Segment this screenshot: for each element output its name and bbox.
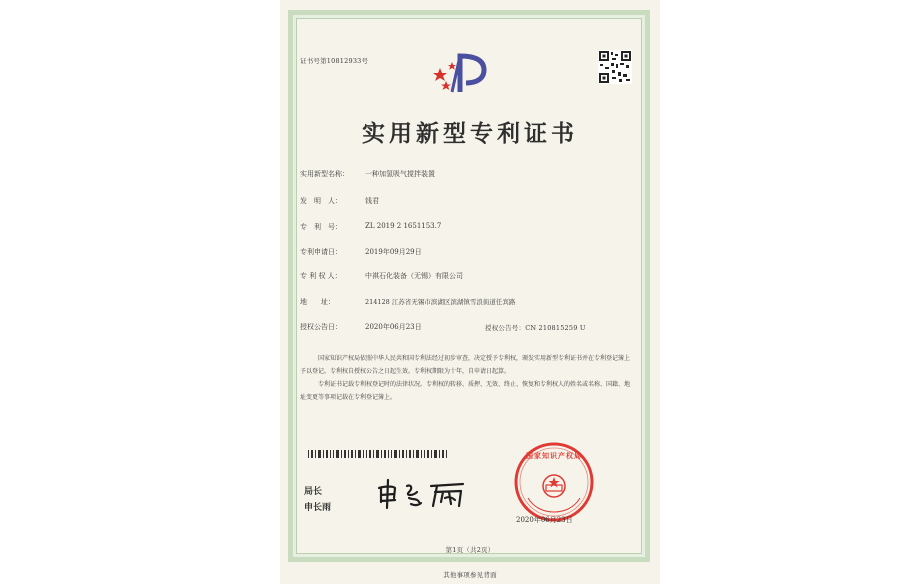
field-label-patent-number: 专 利 号： (300, 223, 342, 231)
director-name: 申长雨 (304, 503, 332, 513)
field-value-inventor: 钱君 (365, 197, 379, 205)
field-value-grant-date: 2020年06月23日 (365, 323, 422, 331)
seal-text: 国家知识产权局 (526, 451, 582, 460)
field-value-address: 214128 江苏省无锡市滨湖区滨湖镇雪浪街道任宾路 (365, 298, 516, 306)
director-signature (375, 478, 470, 510)
publication-number: 授权公告号：CN 210815259 U (485, 324, 586, 332)
certificate-number: 证书号第10812933号 (300, 57, 369, 65)
statement-paragraph-1: 国家知识产权局依照中华人民共和国专利法经过初步审查，决定授予专利权，颁发实用新型专利证书并在专利登记簿上予以登记。专利权自授权公告之日起生效。专利权期限为十年，自申请日起算。 (300, 355, 631, 375)
field-value-patent-number: ZL 2019 2 1651153.7 (365, 222, 442, 230)
field-label-inventor: 发 明 人： (300, 197, 342, 205)
footer-note: 其他事项参见背面 (443, 571, 497, 579)
certificate-title: 实用新型专利证书 (362, 120, 578, 147)
field-value-patentee: 中祺石化装备（无锡）有限公司 (365, 272, 463, 280)
barcode (308, 450, 448, 458)
statement-paragraph-2: 专利证书记载专利权登记时的法律状况。专利权的转移、质押、无效、终止、恢复和专利权人的姓名或名称、国籍、地址变更等事项记载在专利登记簿上。 (300, 381, 631, 401)
field-value-name: 一种加氢吸气搅拌装置 (365, 170, 435, 178)
field-label-address: 地 址： (300, 298, 335, 306)
field-value-application-date: 2019年09月29日 (365, 248, 422, 256)
field-label-name: 实用新型名称： (300, 170, 349, 178)
director-title: 局长 (304, 487, 323, 497)
field-label-patentee: 专 利 权 人： (300, 272, 342, 280)
cnipa-logo (430, 48, 490, 98)
qr-code (598, 50, 632, 84)
field-label-application-date: 专利申请日： (300, 248, 342, 256)
seal-date: 2020年06月23日 (516, 516, 573, 524)
field-label-grant-date: 授权公告日： (300, 323, 342, 331)
patent-certificate (280, 0, 660, 584)
page-number: 第1页（共2页） (445, 546, 495, 554)
